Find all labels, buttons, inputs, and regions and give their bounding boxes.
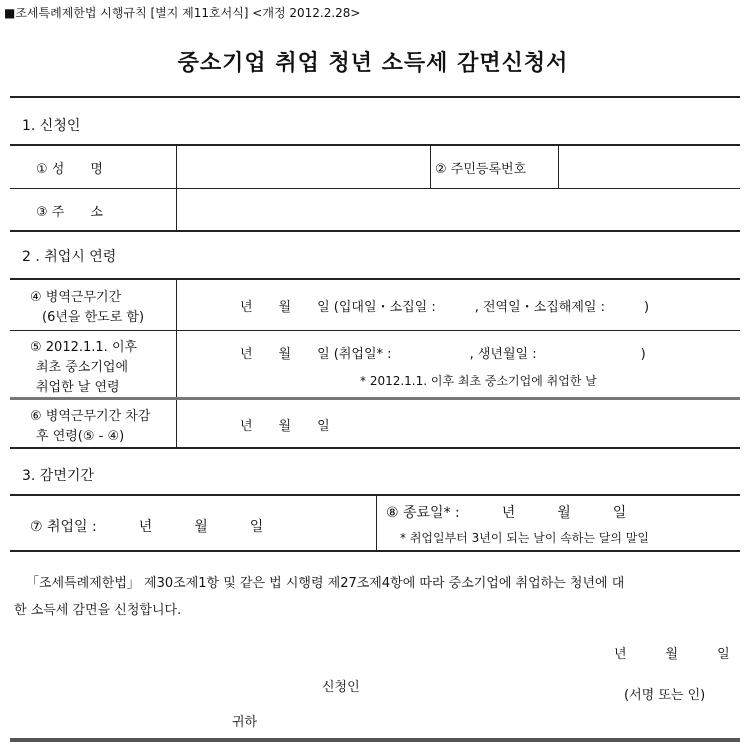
statement-line-1: 「조세특례제한법」 제30조제1항 및 같은 법 시행령 제27조제4항에 따라 중소기업에 취업하는 청년에 대 <box>26 576 625 591</box>
row5-label-1: ⑤ 2012.1.1. 이후 <box>30 340 138 355</box>
divider <box>10 96 740 98</box>
divider <box>10 447 740 449</box>
divider <box>10 278 740 280</box>
section1-heading: 1. 신청인 <box>22 118 81 134</box>
address-field[interactable] <box>178 190 738 229</box>
rrn-label: ② 주민등록번호 <box>435 162 527 177</box>
divider <box>10 738 740 742</box>
row4-value[interactable]: 년 월 일 (입대일・소집일 : , 전역일・소집해제일 : ) <box>240 300 650 315</box>
applicant-label: 신청인 <box>322 680 360 695</box>
start-date[interactable]: ⑦ 취업일 : 년 월 일 <box>30 519 264 535</box>
addressee: 귀하 <box>232 715 258 730</box>
section3-heading: 3. 감면기간 <box>22 468 94 484</box>
end-date[interactable]: ⑧ 종료일* : 년 월 일 <box>386 505 627 521</box>
statement-line-2: 한 소득세 감면을 신청합니다. <box>14 603 182 618</box>
row6-label-1: ⑥ 병역근무기간 차감 <box>30 409 151 424</box>
name-label: ① 성 명 <box>36 162 103 177</box>
rrn-field[interactable] <box>560 147 738 187</box>
divider <box>10 144 740 146</box>
row5-note: * 2012.1.1. 이후 최초 중소기업에 취업한 날 <box>360 374 597 388</box>
row4-label-2: (6년을 한도로 함) <box>42 310 145 325</box>
date-line[interactable]: 년 월 일 <box>614 647 730 662</box>
signature-label: (서명 또는 인) <box>624 688 706 703</box>
divider <box>10 188 740 189</box>
divider <box>430 145 431 188</box>
row6-label-2: 후 연령(⑤ - ④) <box>36 429 125 444</box>
form-title: 중소기업 취업 청년 소득세 감면신청서 <box>177 51 569 76</box>
row5-label-3: 취업한 날 연령 <box>36 380 120 395</box>
end-date-note: * 취업일부터 3년이 되는 날이 속하는 달의 말일 <box>400 531 649 545</box>
divider <box>10 230 740 232</box>
section2-heading: 2 . 취업시 연령 <box>22 249 117 265</box>
divider <box>176 279 177 448</box>
divider <box>10 550 740 552</box>
name-field[interactable] <box>178 147 428 187</box>
form-reference-note: ■조세특례제한법 시행규칙 [별지 제11호서식] <개정 2012.2.28> <box>4 6 361 20</box>
row5-label-2: 최초 중소기업에 <box>36 360 129 375</box>
row6-value[interactable]: 년 월 일 <box>240 419 330 434</box>
divider <box>10 397 740 400</box>
divider <box>10 330 740 331</box>
divider <box>376 495 377 551</box>
divider <box>10 494 740 496</box>
row4-label-1: ④ 병역근무기간 <box>30 290 122 305</box>
address-label: ③ 주 소 <box>36 205 103 220</box>
row5-value[interactable]: 년 월 일 (취업일* : , 생년월일 : ) <box>240 347 646 362</box>
divider <box>558 145 559 188</box>
